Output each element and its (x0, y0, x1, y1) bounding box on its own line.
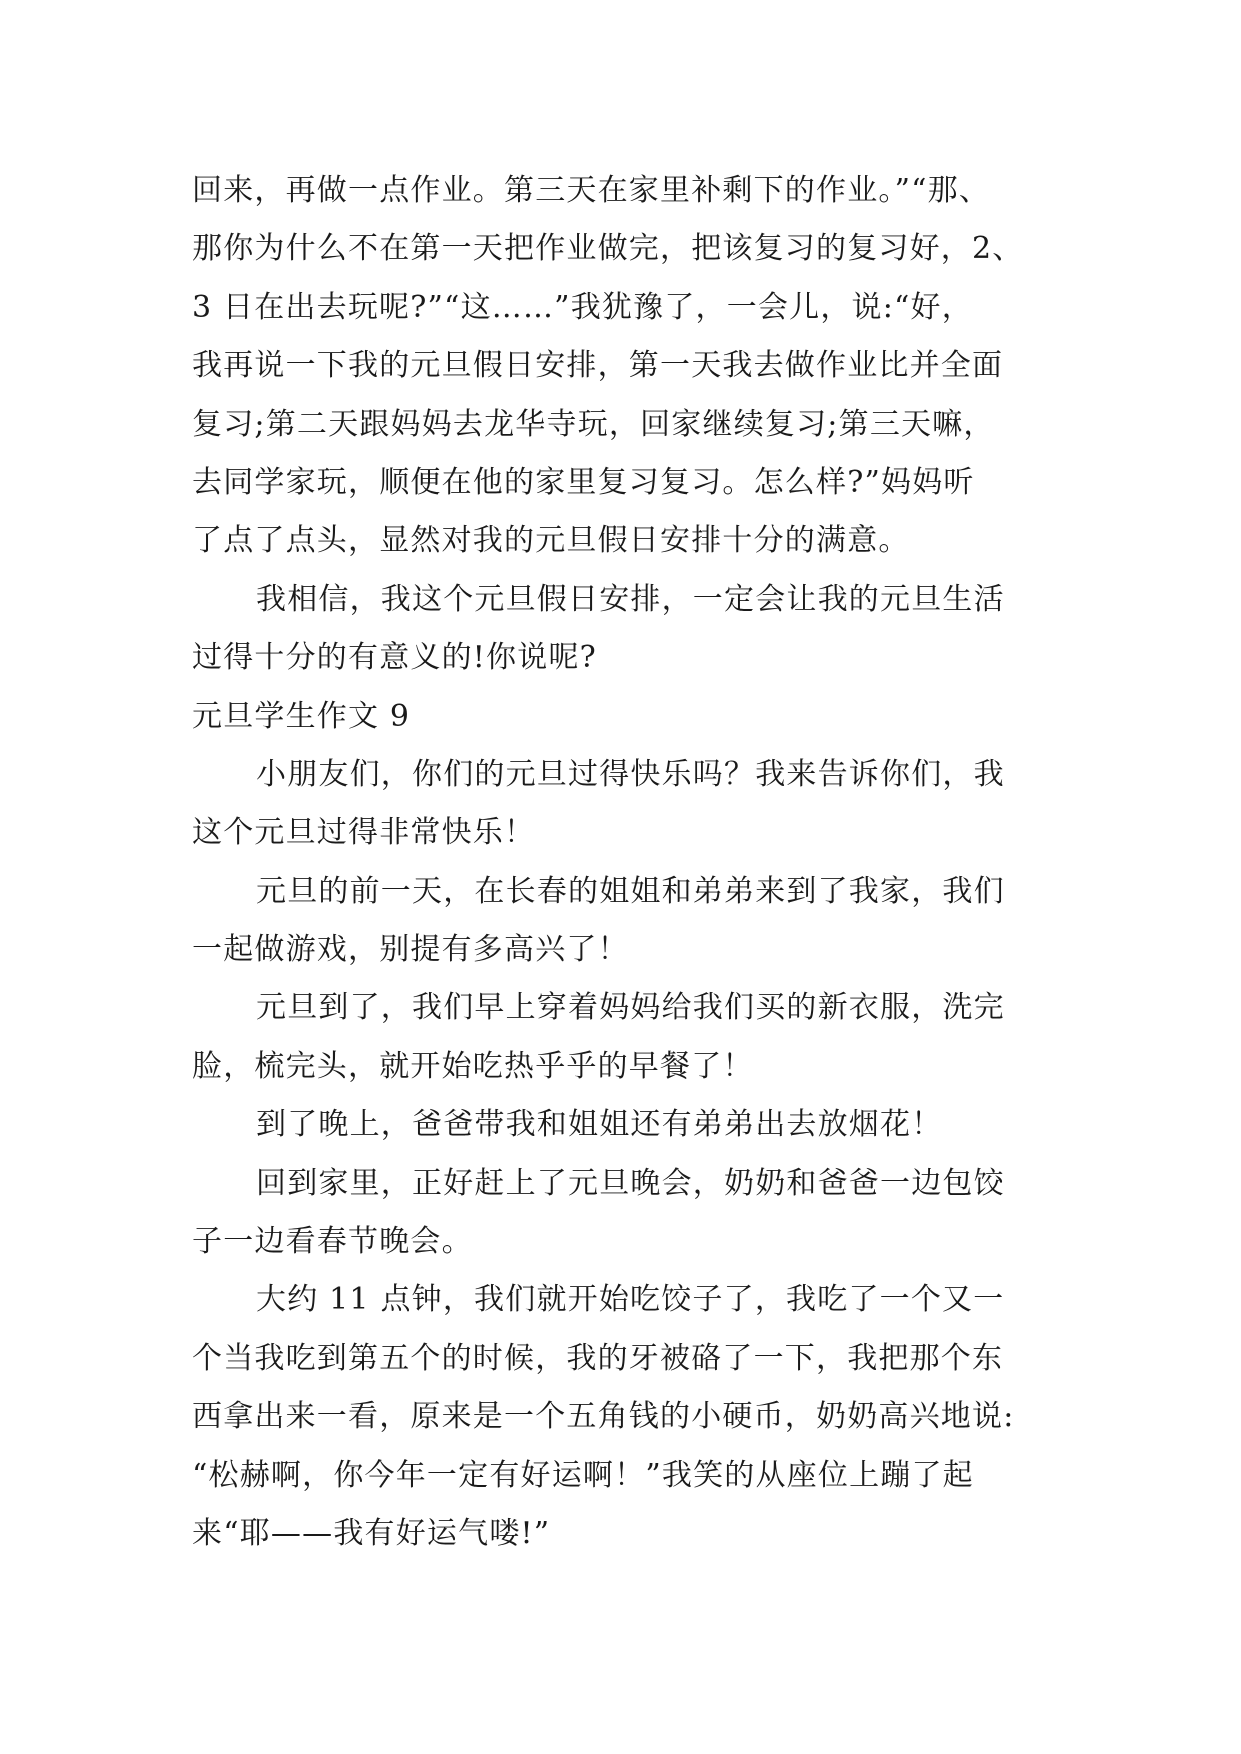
text-line: 子一边看春节晚会。 (192, 1224, 473, 1260)
text-line: 回来，再做一点作业。第三天在家里补剩下的作业。”“那、 (192, 173, 991, 208)
text-line: 个当我吃到第五个的时候，我的牙被硌了一下，我把那个东 (192, 1340, 1004, 1376)
text-line: 3 日在出去玩呢?”“这……”我犹豫了，一会儿，说:“好， (192, 289, 973, 325)
section-heading: 元旦学生作文 9 (192, 698, 411, 734)
text-line: 我再说一下我的元旦假日安排，第一天我去做作业比并全面 (192, 348, 1004, 384)
text-line: 过得十分的有意义的!你说呢? (192, 640, 597, 676)
paragraph-start-line: 大约 11 点钟，我们就开始吃饺子了，我吃了一个又一 (256, 1282, 1005, 1318)
text-line: 西拿出来一看，原来是一个五角钱的小硬币，奶奶高兴地说: (192, 1399, 1015, 1435)
text-line: 一起做游戏，别提有多高兴了！ (192, 932, 629, 968)
paragraph-start-line: 元旦到了，我们早上穿着妈妈给我们买的新衣服，洗完 (256, 990, 1005, 1026)
text-line: 复习;第二天跟妈妈去龙华寺玩，回家继续复习;第三天嘛， (192, 406, 995, 442)
text-line: “松赫啊，你今年一定有好运啊！”我笑的从座位上蹦了起 (192, 1457, 974, 1493)
text-line: 来“耶——我有好运气喽!” (192, 1515, 551, 1551)
text-line: 了点了点头，显然对我的元旦假日安排十分的满意。 (192, 523, 910, 559)
text-line: 这个元旦过得非常快乐！ (192, 815, 536, 851)
text-line: 那你为什么不在第一天把作业做完，把该复习的复习好，2、 (192, 231, 1024, 267)
paragraph-start-line: 元旦的前一天，在长春的姐姐和弟弟来到了我家，我们 (256, 873, 1005, 909)
paragraph-start-line: 回到家里，正好赶上了元旦晚会，奶奶和爸爸一边包饺 (256, 1165, 1005, 1201)
text-line: 脸，梳完头，就开始吃热乎乎的早餐了！ (192, 1048, 754, 1084)
text-line: 去同学家玩，顺便在他的家里复习复习。怎么样?”妈妈听 (192, 464, 975, 500)
document-body (192, 162, 1060, 1563)
paragraph-start-line: 我相信，我这个元旦假日安排，一定会让我的元旦生活 (256, 581, 1005, 617)
paragraph-start-line: 到了晚上，爸爸带我和姐姐还有弟弟出去放烟花！ (256, 1107, 943, 1143)
paragraph-start-line: 小朋友们，你们的元旦过得快乐吗？我来告诉你们，我 (256, 756, 1005, 792)
